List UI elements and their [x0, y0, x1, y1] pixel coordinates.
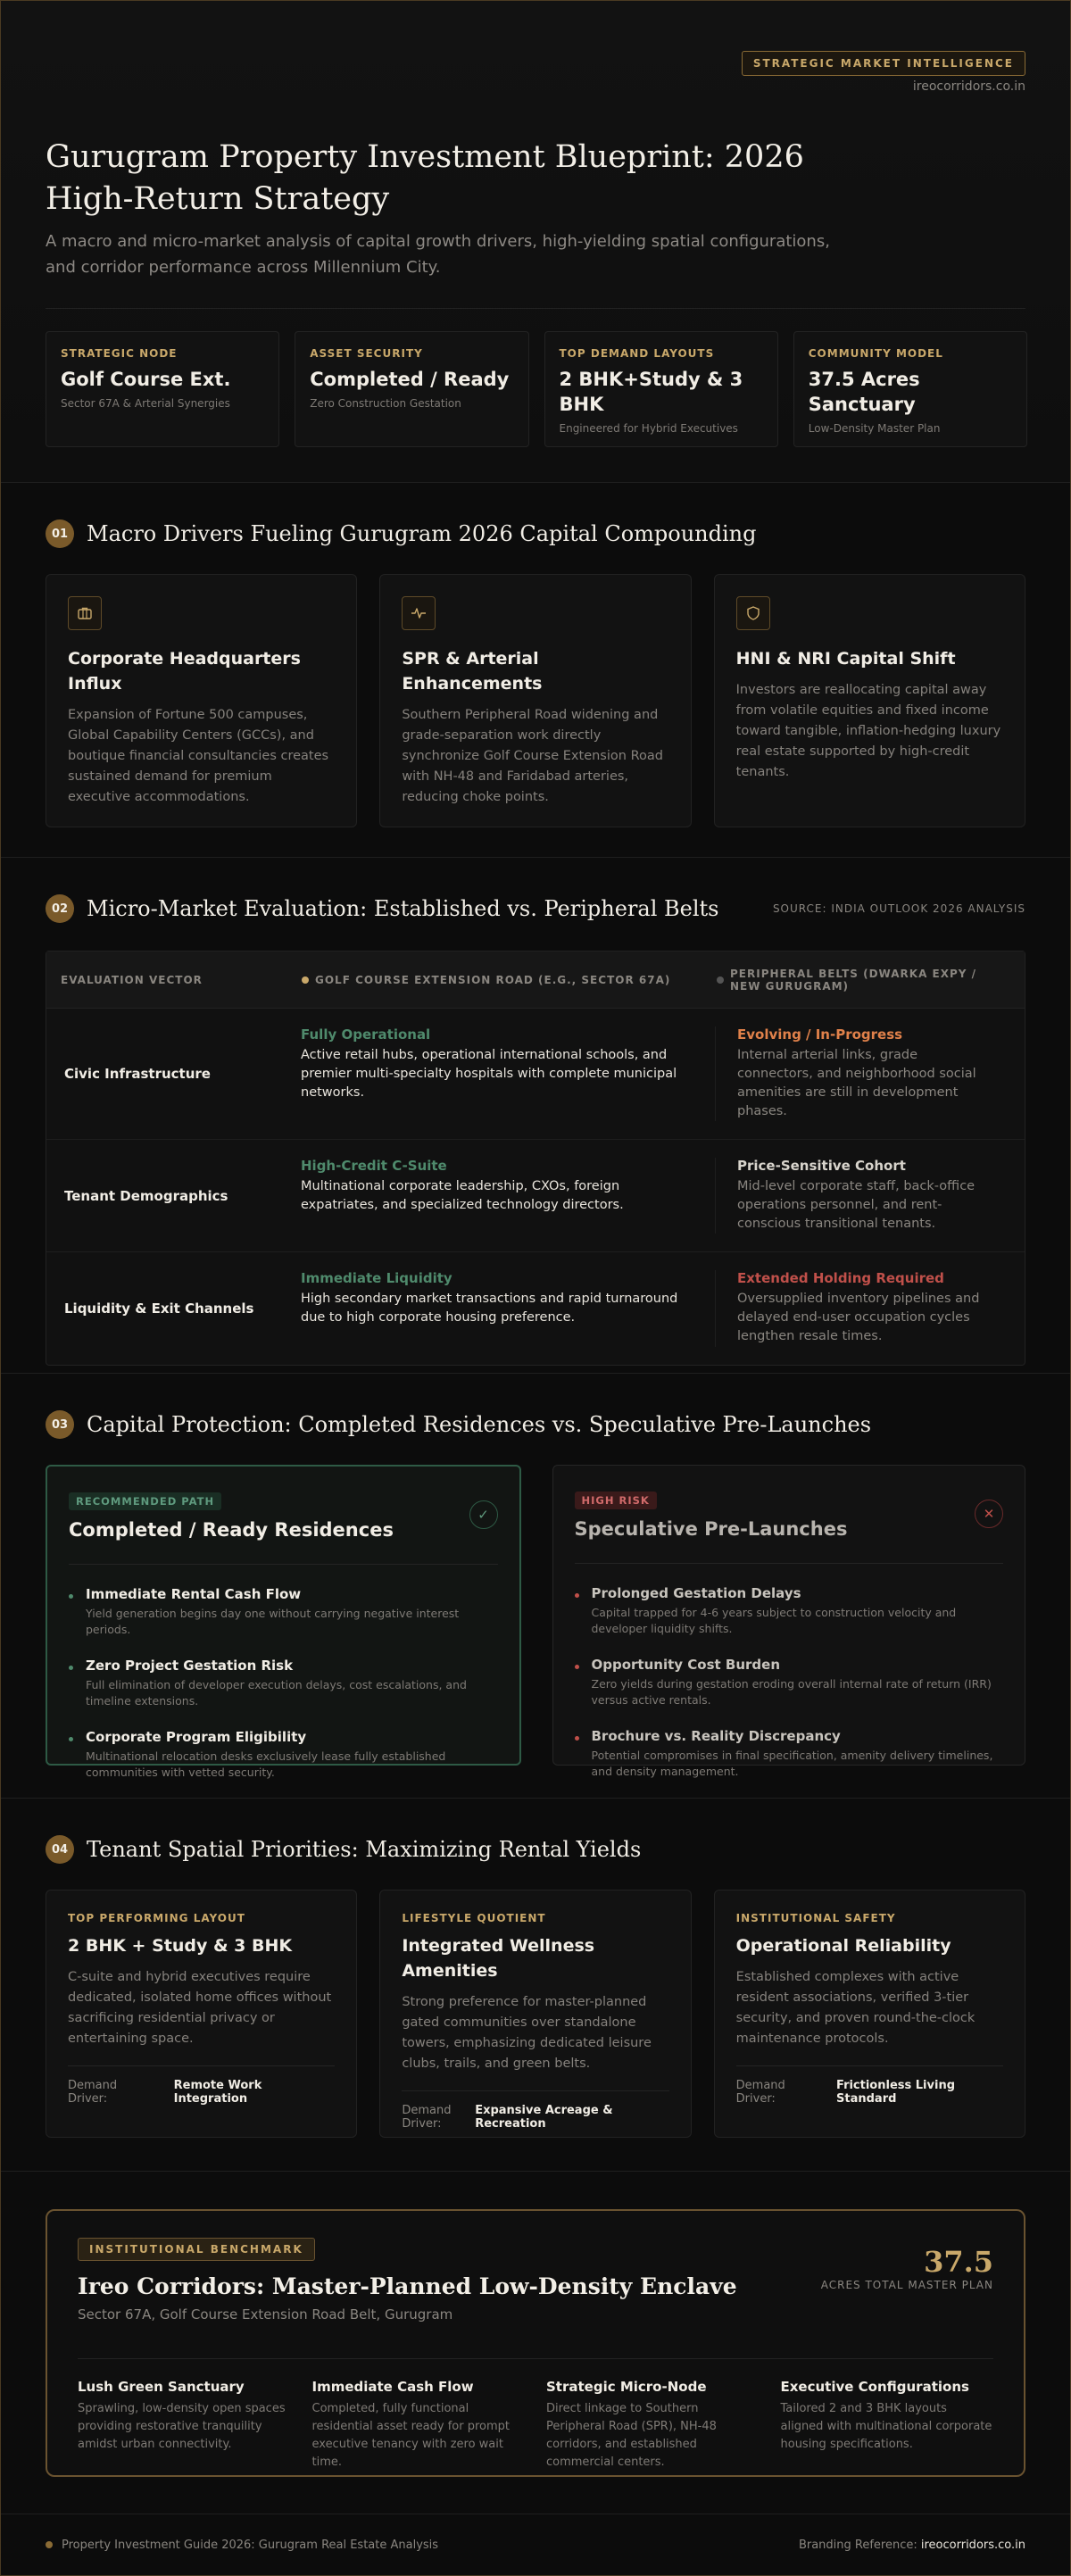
table-row	[46, 1009, 1025, 1140]
benchmark-location: Sector 67A, Golf Course Extension Road Belt, Gurugram	[78, 2306, 453, 2323]
column-header: EVALUATION VECTOR	[61, 973, 203, 986]
cell-peripheral: Extended Holding Required Oversupplied inventory pipelines and delayed end-user occupation cycles lengthen resale times.	[737, 1270, 980, 1343]
stat-note: Zero Construction Gestation	[310, 397, 461, 410]
card-label: INSTITUTIONAL SAFETY	[735, 1912, 896, 1924]
list-item: Corporate Program Eligibility Multinational relocation desks exclusively lease fully established communities with vetted security.	[69, 1729, 498, 1781]
divider	[69, 1564, 498, 1565]
section-header	[46, 893, 1025, 924]
list-item: Zero Project Gestation Risk Full elimination of developer execution delays, cost escalations, and timeline extensions.	[69, 1658, 498, 1709]
section-title: Macro Drivers Fueling Gurugram 2026 Capital Compounding	[87, 521, 757, 546]
cell-established: Fully Operational Active retail hubs, operational international schools, and premier multi-specialty hospitals with complete municipal networks.	[301, 1026, 716, 1121]
stat-card	[793, 331, 1027, 447]
column-header: GOLF COURSE EXTENSION ROAD (E.G., SECTOR 67A)	[302, 974, 717, 986]
card-text: C-suite and hybrid executives require dedicated, isolated home offices without sacrificing residential privacy or entertaining space.	[68, 1970, 332, 2046]
divider	[736, 2065, 1003, 2066]
benchmark-feature: Strategic Micro-Node Direct linkage to Southern Peripheral Road (SPR), NH-48 corridors, and established commercial centers.	[546, 2379, 717, 2469]
footer-branding: Branding Reference: ireocorridors.co.in	[798, 2538, 1025, 2552]
pulse-icon	[402, 596, 436, 630]
list-item: Immediate Rental Cash Flow Yield generation begins day one without carrying negative interest periods.	[69, 1586, 498, 1638]
risk-badge: HIGH RISK	[575, 1492, 657, 1509]
list-item: Prolonged Gestation Delays Capital trapped for 4-6 years subject to construction velocity and developer liquidity shifts.	[575, 1585, 1004, 1637]
stat-note: Engineered for Hybrid Executives	[559, 422, 738, 435]
stat-value: 37.5 Acres Sanctuary	[808, 369, 920, 415]
page-title: Gurugram Property Investment Blueprint: 2026 High-Return Strategy	[46, 139, 804, 217]
demand-driver: Demand Driver: Frictionless Living Standard	[735, 2079, 955, 2106]
hero-domain: ireocorridors.co.in	[912, 79, 1025, 94]
row-label: Liquidity & Exit Channels	[64, 1300, 254, 1317]
footer	[1, 2514, 1070, 2575]
driver-title: Corporate Headquarters Influx	[68, 649, 301, 694]
cell-established: High-Credit C-Suite Multinational corporate leadership, CXOs, foreign expatriates, and specialized technology directors.	[301, 1158, 716, 1234]
stats-row	[46, 331, 1027, 447]
macro-drivers-section	[1, 483, 1070, 858]
micro-market-section	[1, 858, 1070, 1374]
divider	[402, 2090, 668, 2091]
table-row	[46, 1252, 1025, 1365]
stat-value: Completed / Ready	[310, 369, 510, 390]
row-label: Tenant Demographics	[64, 1187, 228, 1204]
priority-cards	[46, 1890, 1025, 2138]
stat-card	[295, 331, 528, 447]
card-title: Speculative Pre-Launches	[574, 1518, 848, 1540]
section-title: Micro-Market Evaluation: Established vs. Peripheral Belts	[87, 896, 719, 921]
footer-link[interactable]: ireocorridors.co.in	[920, 2538, 1025, 2552]
benchmark-section	[1, 2172, 1070, 2514]
card-title: Operational Reliability	[735, 1936, 951, 1956]
driver-cards	[46, 574, 1025, 827]
stat-label: ASSET SECURITY	[310, 347, 423, 360]
driver-title: SPR & Arterial Enhancements	[402, 649, 543, 694]
section-number: 04	[46, 1835, 74, 1864]
comparison-table	[46, 951, 1025, 1366]
section-title: Tenant Spatial Priorities: Maximizing Rental Yields	[87, 1837, 642, 1862]
benchmark-title: Ireo Corridors: Master-Planned Low-Density Enclave	[78, 2273, 737, 2299]
card-label: LIFESTYLE QUOTIENT	[402, 1912, 546, 1924]
close-icon: ✕	[975, 1500, 1003, 1528]
driver-text: Southern Peripheral Road widening and grade-separation work directly synchronize Golf Course Extension Road with NH-48 and Faridabad arteries, reducing choke points.	[402, 708, 663, 804]
column-header: PERIPHERAL BELTS (DWARKA EXPY / NEW GURUGRAM)	[717, 968, 1010, 993]
stat-card	[46, 331, 279, 447]
stat-card	[544, 331, 778, 447]
divider	[46, 308, 1025, 309]
section-header	[46, 1834, 1025, 1865]
section-title: Capital Protection: Completed Residences vs. Speculative Pre-Launches	[87, 1412, 872, 1437]
demand-driver: Demand Driver: Expansive Acreage & Recreation	[402, 2104, 613, 2131]
briefcase-icon	[68, 596, 102, 630]
divider	[68, 2065, 335, 2066]
high-risk-card	[552, 1465, 1026, 1778]
divider	[575, 1563, 1004, 1564]
table-row	[46, 1140, 1025, 1252]
list-item: Opportunity Cost Burden Zero yields during gestation eroding overall internal rate of return (IRR) versus active rentals.	[575, 1657, 1004, 1708]
hero-badge: STRATEGIC MARKET INTELLIGENCE	[742, 51, 1025, 76]
table-header	[46, 951, 1025, 1009]
list-item: Brochure vs. Reality Discrepancy Potential compromises in final specification, amenity delivery timelines, and density management.	[575, 1728, 1004, 1780]
section-source: SOURCE: INDIA OUTLOOK 2026 ANALYSIS	[772, 902, 1025, 915]
page-subtitle: A macro and micro-market analysis of capital growth drivers, high-yielding spatial configurations, and corridor performance across Millennium City.	[46, 232, 830, 277]
stat-value: Golf Course Ext.	[61, 369, 231, 390]
benchmark-feature: Immediate Cash Flow Completed, fully functional residential asset ready for prompt executive tenancy with zero wait time.	[311, 2379, 510, 2469]
section-number: 01	[46, 519, 74, 548]
cell-peripheral: Price-Sensitive Cohort Mid-level corporate staff, back-office operations personnel, and rent-conscious transitional tenants.	[737, 1158, 976, 1231]
driver-card	[379, 574, 691, 827]
benchmark-columns	[78, 2379, 993, 2472]
driver-text: Investors are reallocating capital away from volatile equities and fixed income toward tangible, inflation-hedging luxury real estate supported by high-credit tenants.	[735, 683, 1001, 779]
driver-card	[46, 574, 357, 827]
cell-peripheral: Evolving / In-Progress Internal arterial links, grade connectors, and neighborhood social amenities are still in development phases.	[737, 1026, 976, 1118]
shield-icon	[736, 596, 770, 630]
footer-text: Property Investment Guide 2026: Gurugram Real Estate Analysis	[62, 2538, 439, 2552]
hero-section	[1, 1, 1070, 483]
section-header	[46, 1409, 1025, 1440]
check-icon: ✓	[469, 1500, 498, 1529]
driver-text: Expansion of Fortune 500 campuses, Global Capability Centers (GCCs), and boutique financial consultancies creates sustained demand for premium executive accommodations.	[68, 708, 329, 804]
stat-note: Low-Density Master Plan	[808, 422, 941, 435]
row-label: Civic Infrastructure	[64, 1066, 211, 1082]
grey-dot-icon	[717, 976, 724, 984]
stat-note: Sector 67A & Arterial Synergies	[61, 397, 230, 410]
priority-card	[379, 1890, 691, 2138]
capital-protection-section	[1, 1374, 1070, 1799]
benchmark-feature: Lush Green Sanctuary Sprawling, low-density open spaces providing restorative tranquility amidst urban connectivity.	[78, 2379, 286, 2451]
card-text: Strong preference for master-planned gated communities over standalone towers, emphasizing dedicated leisure clubs, trails, and green belts.	[402, 1995, 652, 2071]
benchmark-badge: INSTITUTIONAL BENCHMARK	[78, 2238, 315, 2261]
priority-card	[46, 1890, 357, 2138]
benchmark-card	[46, 2209, 1025, 2477]
acreage-stat: 37.5 ACRES TOTAL MASTER PLAN	[820, 2245, 993, 2291]
stat-label: TOP DEMAND LAYOUTS	[559, 347, 715, 360]
driver-card	[714, 574, 1025, 827]
driver-title: HNI & NRI Capital Shift	[735, 649, 956, 669]
spatial-priorities-section	[1, 1799, 1070, 2172]
compare-row	[46, 1465, 1025, 1779]
stat-label: COMMUNITY MODEL	[808, 347, 943, 360]
recommended-card	[46, 1465, 521, 1779]
benchmark-feature: Executive Configurations Tailored 2 and 3 BHK layouts aligned with multinational corporate housing specifications.	[780, 2379, 992, 2451]
card-title: 2 BHK + Study & 3 BHK	[68, 1936, 293, 1956]
divider	[78, 2358, 993, 2359]
cell-established: Immediate Liquidity High secondary market transactions and rapid turnaround due to high corporate housing preference.	[301, 1270, 716, 1347]
card-text: Established complexes with active resident associations, verified 3-tier security, and proven round-the-clock maintenance protocols.	[735, 1970, 976, 2046]
stat-value: 2 BHK+Study & 3 BHK	[559, 369, 743, 415]
demand-driver: Demand Driver: Remote Work Integration	[68, 2079, 262, 2106]
section-number: 02	[46, 894, 74, 923]
footer-dot-icon	[46, 2541, 53, 2548]
recommended-badge: RECOMMENDED PATH	[69, 1492, 221, 1510]
stat-label: STRATEGIC NODE	[61, 347, 178, 360]
card-title: Completed / Ready Residences	[69, 1519, 394, 1541]
section-header	[46, 519, 1025, 549]
card-title: Integrated Wellness Amenities	[402, 1936, 595, 1981]
card-label: TOP PERFORMING LAYOUT	[68, 1912, 245, 1924]
gold-dot-icon	[302, 976, 309, 984]
priority-card	[714, 1890, 1025, 2138]
section-number: 03	[46, 1410, 74, 1439]
